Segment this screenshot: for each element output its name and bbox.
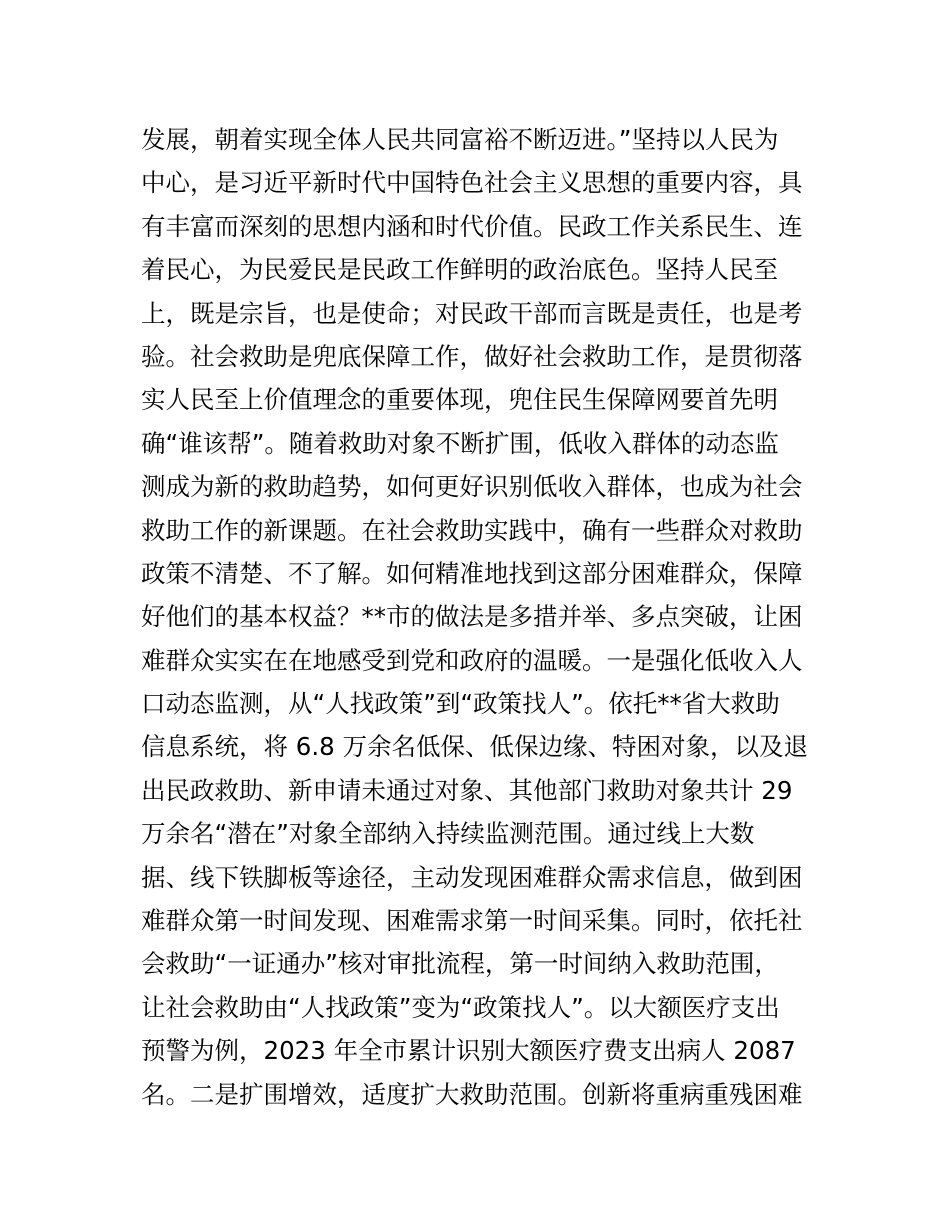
text-line: 据、线下铁脚板等途径，主动发现困难群众需求信息，做到困: [141, 862, 803, 892]
text-line: 确“谁该帮”。随着救助对象不断扩围，低收入群体的动态监: [141, 428, 779, 458]
text-line: 验。社会救助是兜底保障工作，做好社会救助工作，是贯彻落: [141, 341, 803, 371]
text-line: 救助工作的新课题。在社会救助实践中，确有一些群众对救助: [141, 515, 803, 545]
text-line: 预警为例，2023 年全市累计识别大额医疗费支出病人 2087: [141, 1036, 796, 1066]
text-line: 实人民至上价值理念的重要体现，兜住民生保障网要首先明: [141, 385, 778, 415]
text-line: 难群众第一时间发现、困难需求第一时间采集。同时，依托社: [141, 906, 803, 936]
text-line: 中心，是习近平新时代中国特色社会主义思想的重要内容，具: [141, 168, 803, 198]
text-line: 难群众实实在在地感受到党和政府的温暖。一是强化低收入人: [141, 645, 803, 675]
text-line: 发展，朝着实现全体人民共同富裕不断迈进。”坚持以人民为: [141, 125, 779, 154]
text-line: 着民心，为民爱民是民政工作鲜明的政治底色。坚持人民至: [141, 255, 778, 285]
text-line: 上，既是宗旨，也是使命；对民政干部而言既是责任，也是考: [141, 298, 803, 328]
text-line: 会救助“一证通办”核对审批流程，第一时间纳入救助范围，: [141, 949, 779, 979]
text-line: 名。二是扩围增效，适度扩大救助范围。创新将重病重残困难: [141, 1079, 803, 1109]
text-line: 口动态监测，从“人找政策”到“政策找人”。依托**省大救助: [141, 689, 780, 719]
text-line: 测成为新的救助趋势，如何更好识别低收入群体，也成为社会: [141, 472, 803, 502]
text-line: 信息系统，将 6.8 万余名低保、低保边缘、特困对象，以及退: [141, 732, 809, 762]
text-line: 政策不清楚、不了解。如何精准地找到这部分困难群众，保障: [141, 558, 803, 588]
body-text: [141, 118, 821, 1116]
text-line: 让社会救助由“人找政策”变为“政策找人”。以大额医疗支出: [141, 992, 780, 1022]
text-line: 好他们的基本权益？**市的做法是多措并举、多点突破，让困: [141, 602, 803, 632]
text-line: 万余名“潜在”对象全部纳入持续监测范围。通过线上大数: [141, 819, 755, 849]
text-line: 有丰富而深刻的思想内涵和时代价值。民政工作关系民生、连: [141, 211, 803, 241]
text-line: 出民政救助、新申请未通过对象、其他部门救助对象共计 29: [141, 775, 793, 805]
